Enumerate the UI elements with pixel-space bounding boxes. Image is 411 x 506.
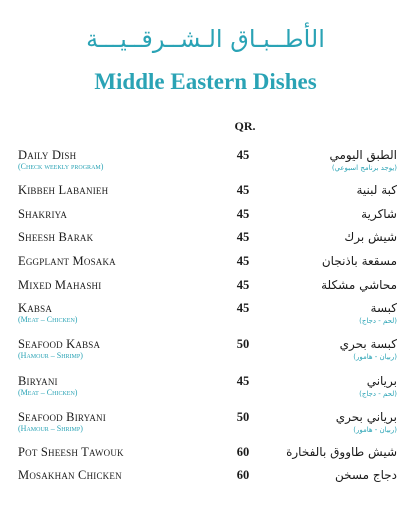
item-name: Mixed Mahashi: [18, 278, 102, 292]
item-name-arabic: شيش طاووق بالفخارة: [286, 445, 397, 459]
item-price: 50: [236, 410, 250, 424]
item-name-arabic: شيش برك: [344, 230, 397, 244]
item-name-arabic: برياني بحري: [335, 410, 397, 424]
item-name: Sheesh Barak: [18, 230, 94, 244]
item-name: Seafood Biryani: [18, 410, 106, 424]
item-note-arabic: (يوجد برنامج اسبوعي): [331, 164, 397, 172]
item-price: 60: [236, 468, 250, 482]
item-name-arabic: كبسة: [370, 301, 397, 315]
item-price: 45: [236, 230, 250, 244]
item-name-arabic: مسقعة باذنجان: [321, 254, 397, 268]
item-name-arabic: شاكرية: [361, 207, 397, 221]
item-note: (Hamour – Shrimp): [18, 424, 83, 433]
item-note-arabic: (ربيان - هامور): [353, 353, 397, 361]
item-note-arabic: (لحم - دجاج): [359, 390, 397, 398]
item-name-arabic: كبة لبنية: [356, 183, 397, 197]
item-price: 45: [236, 374, 250, 388]
item-note: (Hamour – Shrimp): [18, 351, 83, 360]
item-name-arabic: محاشي مشكلة: [321, 278, 397, 292]
item-name: Shakriya: [18, 207, 68, 221]
item-note: (Meat – Chicken): [18, 315, 78, 324]
item-name: Kabsa: [18, 301, 53, 315]
item-price: 60: [236, 445, 250, 459]
item-note: (Meat – Chicken): [18, 388, 78, 397]
item-name: Eggplant Mosaka: [18, 254, 116, 268]
item-price: 45: [236, 207, 250, 221]
item-name-arabic: كبسة بحري: [339, 337, 397, 351]
item-price: 45: [236, 148, 250, 162]
item-price: 45: [236, 278, 250, 292]
item-note: (Check weekly program): [18, 162, 104, 171]
item-name: Seafood Kabsa: [18, 337, 101, 351]
item-name-arabic: برياني: [366, 374, 397, 388]
item-name: Mosakhan Chicken: [18, 468, 122, 482]
item-name: Pot Sheesh Tawouk: [18, 445, 124, 459]
arabic-title: الأطــبـاق الـشــرقــيـــة: [86, 25, 325, 53]
item-note-arabic: (لحم - دجاج): [359, 317, 397, 325]
item-name: Daily Dish: [18, 148, 77, 162]
item-name-arabic: الطبق اليومي: [329, 148, 397, 162]
item-price: 50: [236, 337, 250, 351]
item-note-arabic: (ربيان - هامور): [353, 426, 397, 434]
currency-label: QR.: [234, 119, 256, 133]
item-name: Biryani: [18, 374, 58, 388]
item-name: Kibbeh Labanieh: [18, 183, 109, 197]
item-price: 45: [236, 254, 250, 268]
item-name-arabic: دجاج مسخن: [335, 468, 397, 482]
item-price: 45: [236, 183, 250, 197]
page-title: Middle Eastern Dishes: [94, 69, 317, 94]
item-price: 45: [236, 301, 250, 315]
